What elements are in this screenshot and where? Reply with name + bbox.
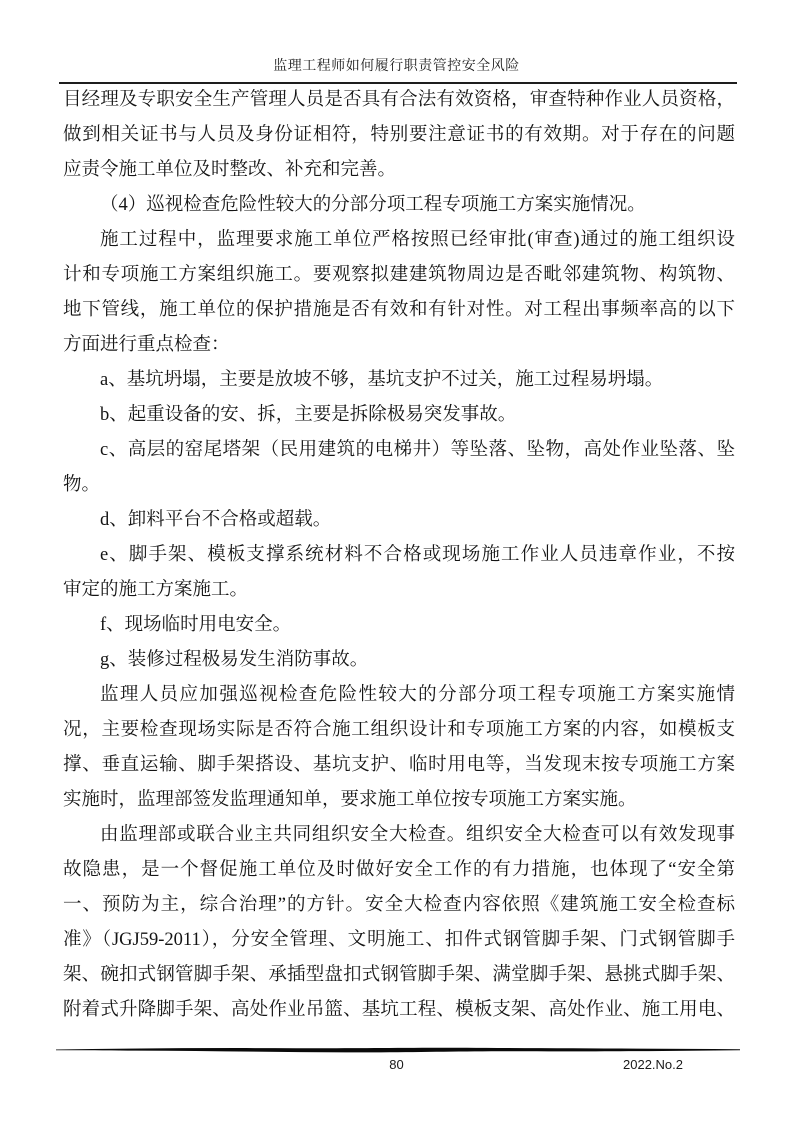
- text-line: 施工过程中，监理要求施工单位严格按照已经审批(审查)通过的施工组织设: [100, 230, 735, 250]
- issue-label: 2022.No.2: [623, 1057, 683, 1072]
- text-line: 故隐患，是一个督促施工单位及时做好安全工作的有力措施，也体现了“安全第: [63, 860, 735, 880]
- text-line: 一、预防为主，综合治理”的方针。安全大检查内容依照《建筑施工安全检查标: [63, 895, 735, 915]
- text-line: 由监理部或联合业主共同组织安全大检查。组织安全大检查可以有效发现事: [100, 825, 735, 845]
- text-line: 方面进行重点检查：: [63, 335, 230, 355]
- text-line: 架、碗扣式钢管脚手架、承插型盘扣式钢管脚手架、满堂脚手架、悬挑式脚手架、: [63, 965, 735, 985]
- text-line: 物。: [63, 475, 101, 495]
- text-line: a、基坑坍塌，主要是放坡不够，基坑支护不过关，施工过程易坍塌。: [100, 370, 664, 390]
- text-line: d、卸料平台不合格或超载。: [100, 510, 332, 530]
- text-line: 计和专项施工方案组织施工。要观察拟建建筑物周边是否毗邻建筑物、构筑物、: [63, 265, 735, 285]
- text-line: g、装修过程极易发生消防事故。: [100, 650, 369, 670]
- text-line: e、脚手架、模板支撑系统材料不合格或现场施工作业人员违章作业，不按: [100, 545, 735, 565]
- text-line: f、现场临时用电安全。: [100, 615, 292, 635]
- text-line: 附着式升降脚手架、高处作业吊篮、基坑工程、模板支架、高处作业、施工用电、: [63, 1000, 735, 1020]
- text-line: 做到相关证书与人员及身份证相符，特别要注意证书的有效期。对于存在的问题: [63, 125, 735, 145]
- text-line: 准》（JGJ59-2011），分安全管理、文明施工、扣件式钢管脚手架、门式钢管脚手: [63, 930, 735, 950]
- text-line: b、起重设备的安、拆，主要是拆除极易突发事故。: [100, 405, 517, 425]
- text-line: 审定的施工方案施工。: [63, 580, 249, 600]
- text-line: 地下管线，施工单位的保护措施是否有效和有针对性。对工程出事频率高的以下: [63, 300, 735, 320]
- running-head-title: 监理工程师如何履行职责管控安全风险: [273, 59, 520, 74]
- body-text: [63, 83, 735, 1028]
- text-line: 目经理及专职安全生产管理人员是否具有合法有效资格，审查特种作业人员资格，: [63, 90, 735, 110]
- text-line: 实施时，监理部签发监理通知单，要求施工单位按专项施工方案实施。: [63, 790, 637, 810]
- text-line: 监理人员应加强巡视检查危险性较大的分部分项工程专项施工方案实施情: [100, 685, 735, 705]
- text-line: （4）巡视检查危险性较大的分部分项工程专项施工方案实施情况。: [100, 195, 646, 215]
- text-line: 况，主要检查现场实际是否符合施工组织设计和专项施工方案的内容，如模板支: [63, 720, 735, 740]
- page-number: 80: [389, 1057, 404, 1072]
- footer-ornament-line: [56, 1044, 740, 1056]
- text-line: c、高层的窑尾塔架（民用建筑的电梯井）等坠落、坠物，高处作业坠落、坠: [100, 440, 735, 460]
- text-line: 应责令施工单位及时整改、补充和完善。: [63, 160, 397, 180]
- text-line: 撑、垂直运输、脚手架搭设、基坑支护、临时用电等，当发现末按专项施工方案: [63, 755, 735, 775]
